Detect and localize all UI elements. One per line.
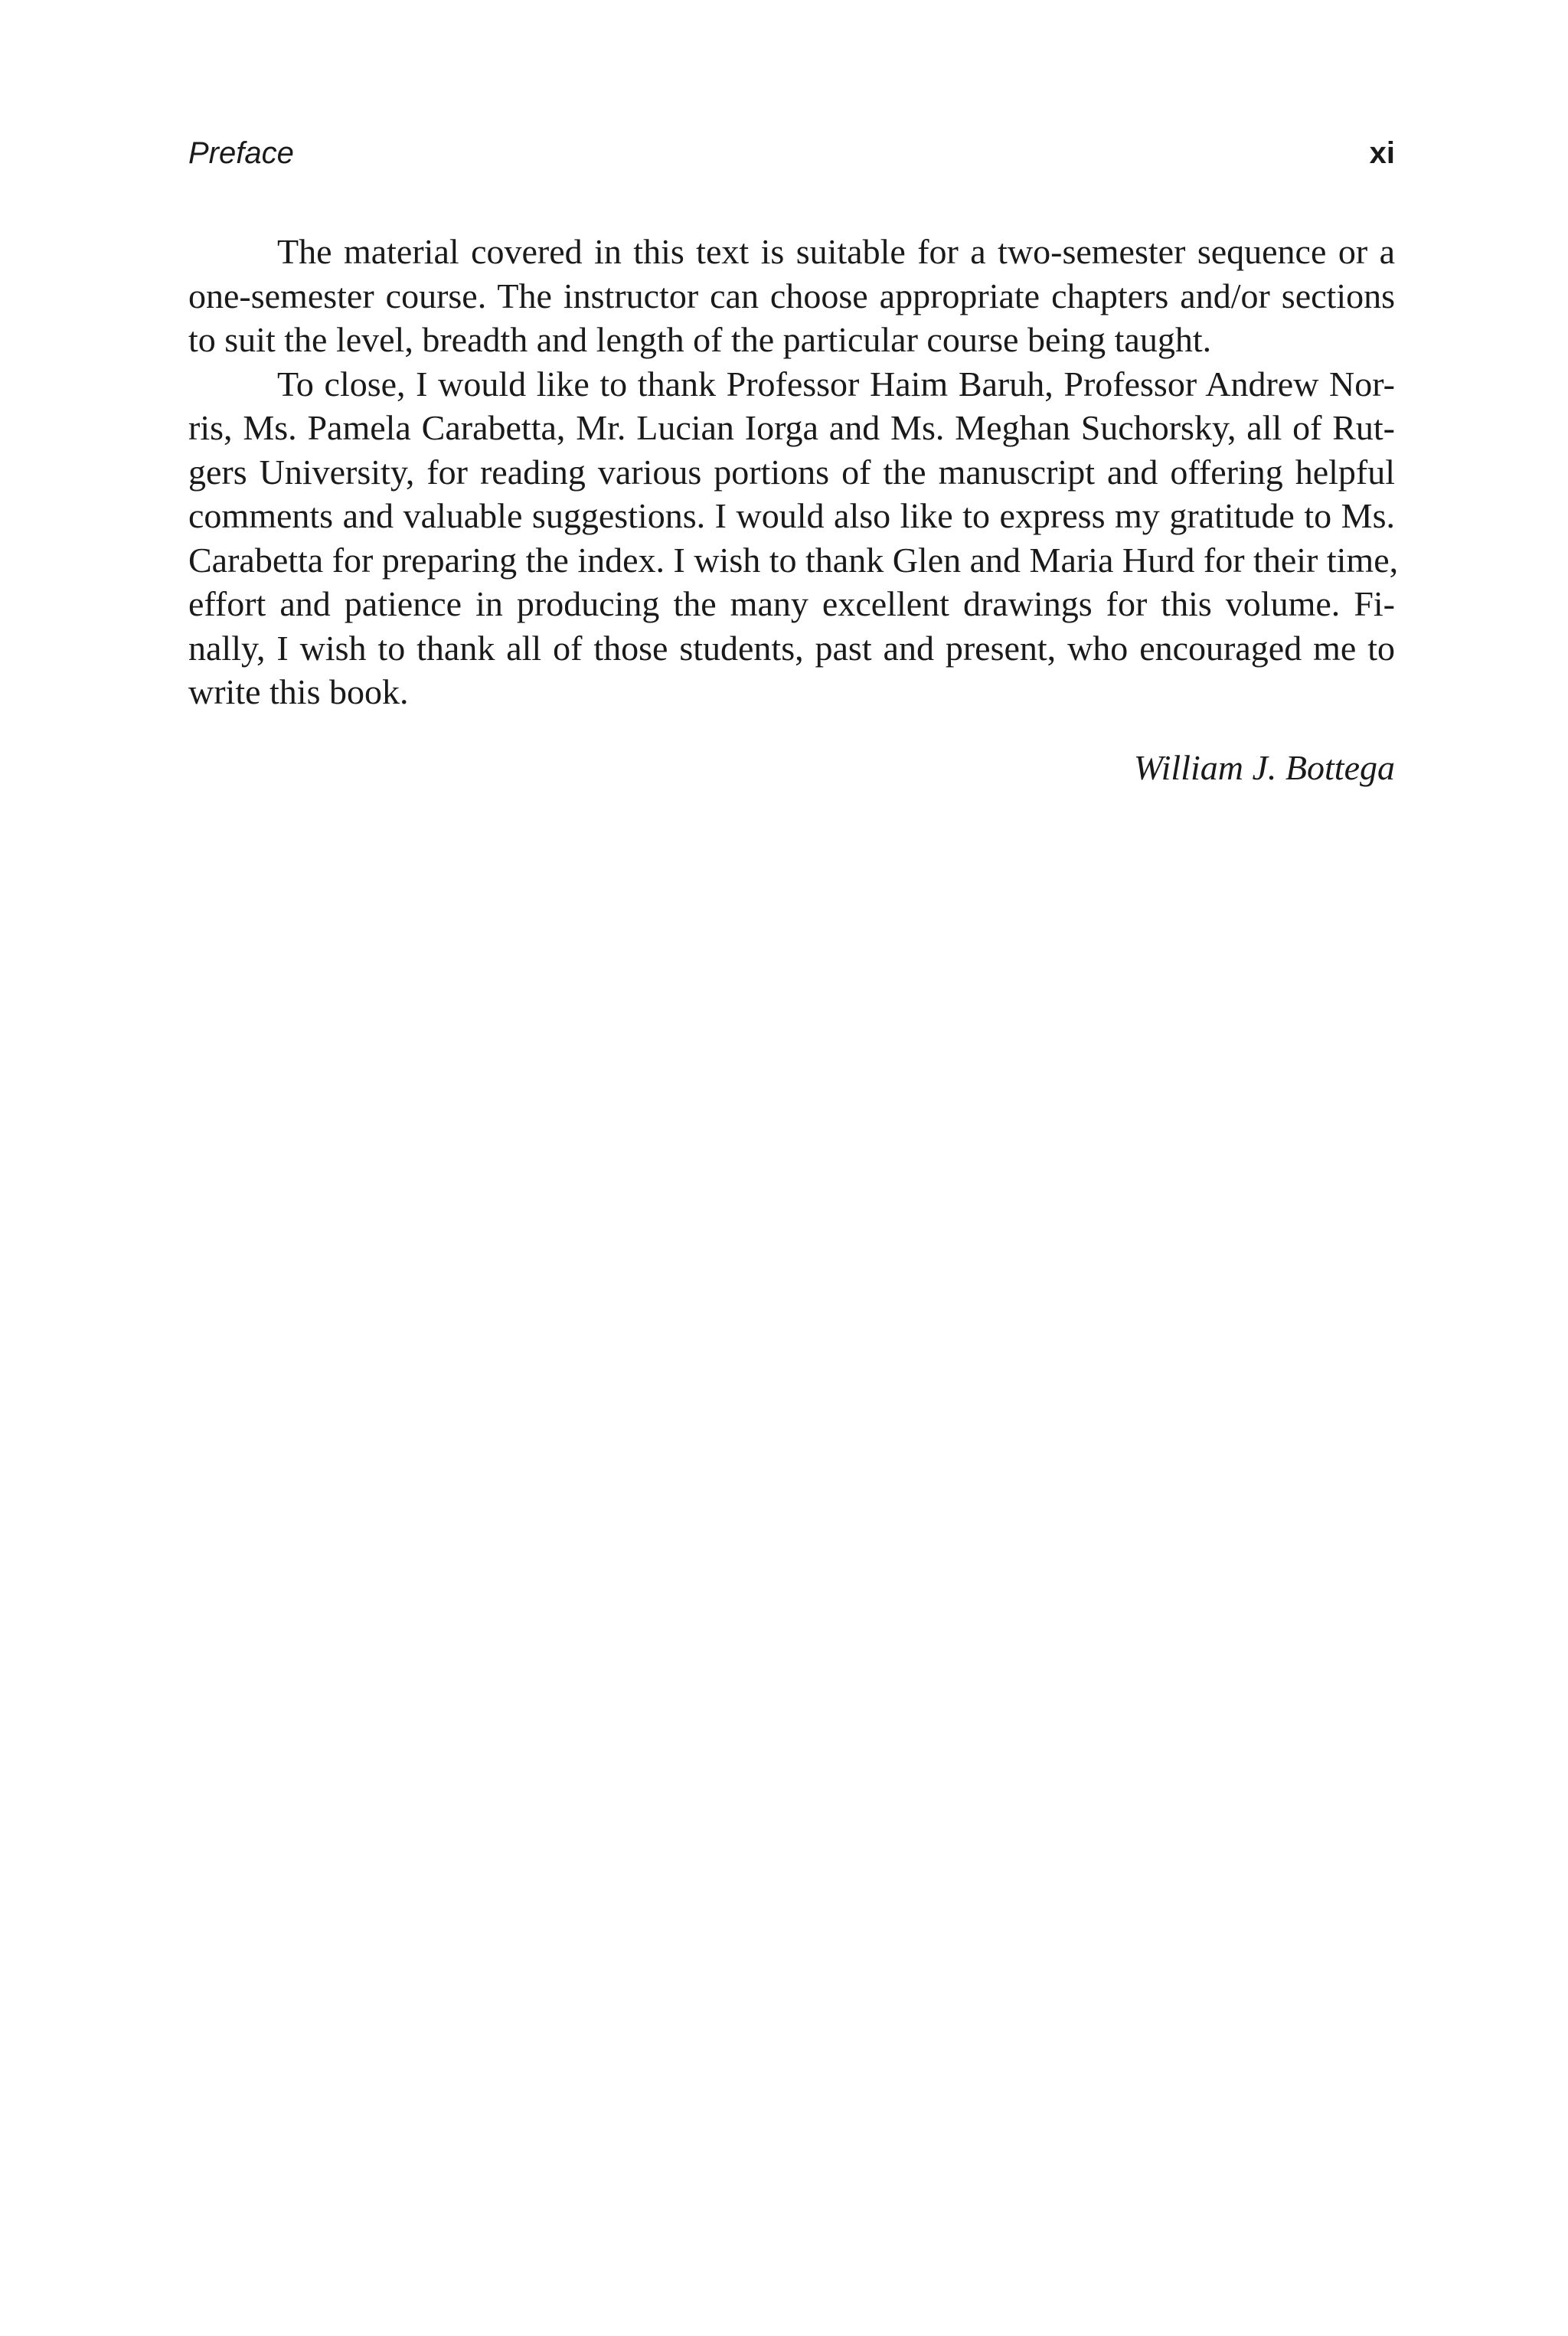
text-line: one-semester course. The instructor can choose appropriate chapters and/or sections <box>188 276 1395 315</box>
text-line: to suit the level, breadth and length of the particular course being taught. <box>188 320 1212 359</box>
text-line: Carabetta for preparing the index. I wish to thank Glen and Maria Hurd for their time, <box>188 540 1399 580</box>
preface-body <box>188 230 1399 714</box>
paragraph-acknowledgements <box>188 362 1399 714</box>
text-line: ris, Ms. Pamela Carabetta, Mr. Lucian Iorga and Ms. Meghan Suchorsky, all of Rut- <box>188 408 1395 447</box>
text-line: The material covered in this text is suitable for a two-semester sequence or a <box>277 232 1395 271</box>
text-line: write this book. <box>188 672 409 711</box>
author-signature: William J. Bottega <box>1133 748 1395 787</box>
page-number: xi <box>1369 136 1395 170</box>
text-line: To close, I would like to thank Professor Haim Baruh, Professor Andrew Nor- <box>277 364 1395 403</box>
text-line: nally, I wish to thank all of those students, past and present, who encouraged me to <box>188 628 1395 668</box>
text-line: effort and patience in producing the many excellent drawings for this volume. Fi- <box>188 584 1395 623</box>
text-line: gers University, for reading various portions of the manuscript and offering helpful <box>188 452 1395 492</box>
text-line: comments and valuable suggestions. I would also like to express my gratitude to Ms. <box>188 496 1395 535</box>
section-title: Preface <box>188 136 294 170</box>
running-head <box>188 132 1395 175</box>
paragraph-course-usage <box>188 230 1395 362</box>
